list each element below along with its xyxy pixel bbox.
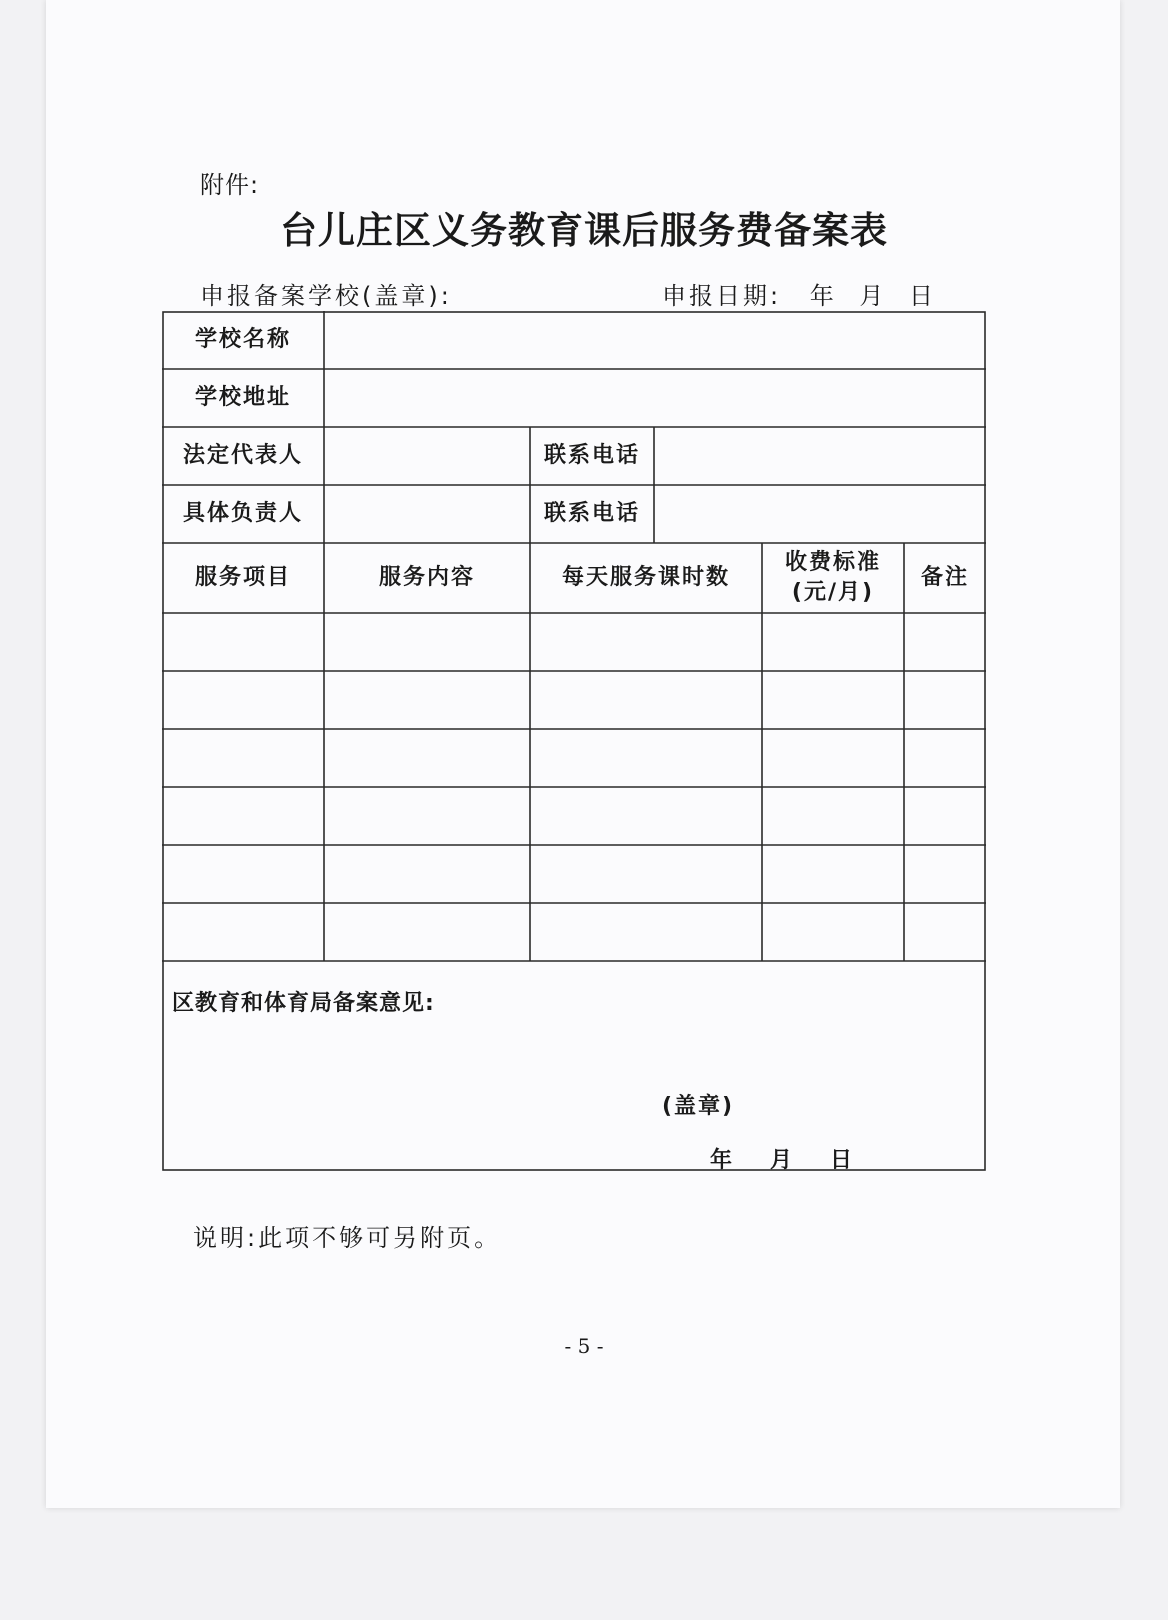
legal-representative-field[interactable] — [324, 427, 530, 485]
footnote: 说明:此项不够可另附页。 — [193, 1224, 502, 1252]
report-date-day: 日 — [909, 282, 937, 310]
phone-label-2: 联系电话 — [543, 501, 640, 527]
bureau-seal-label: (盖章) — [662, 1094, 735, 1119]
sign-day: 日 — [830, 1148, 853, 1173]
bureau-opinion-label: 区教育和体育局备案意见: — [172, 991, 435, 1016]
school-address-label: 学校地址 — [194, 385, 291, 411]
col-header-service-content: 服务内容 — [378, 565, 475, 591]
school-name-field[interactable] — [324, 311, 986, 369]
report-date-label: 申报日期: — [662, 282, 782, 310]
phone-field-2[interactable] — [654, 485, 986, 543]
col-header-remarks: 备注 — [920, 565, 969, 591]
report-date-year: 年 — [809, 282, 837, 310]
person-in-charge-label: 具体负责人 — [182, 501, 303, 527]
filing-form-table — [162, 311, 986, 1171]
school-address-field[interactable] — [324, 369, 986, 427]
report-date — [662, 276, 936, 311]
school-seal-label: 申报备案学校(盖章): — [200, 282, 452, 310]
report-date-month: 月 — [859, 282, 887, 310]
attachment-label: 附件: — [200, 171, 260, 199]
col-header-fee-standard — [762, 543, 904, 613]
col-header-service-item: 服务项目 — [194, 565, 291, 591]
col-header-daily-hours: 每天服务课时数 — [561, 565, 730, 591]
sign-year: 年 — [710, 1148, 733, 1173]
phone-field-1[interactable] — [654, 427, 986, 485]
fee-standard-line1: 收费标准 — [784, 550, 881, 576]
page-number: - 5 - — [564, 1334, 604, 1358]
bureau-sign-date — [710, 1143, 890, 1174]
person-in-charge-field[interactable] — [324, 485, 530, 543]
school-name-label: 学校名称 — [194, 327, 291, 353]
sign-month: 月 — [770, 1148, 793, 1173]
legal-representative-label: 法定代表人 — [182, 443, 303, 469]
fee-standard-line2: (元/月) — [791, 580, 875, 605]
phone-label-1: 联系电话 — [543, 443, 640, 469]
document-title: 台儿庄区义务教育课后服务费备案表 — [280, 208, 888, 252]
